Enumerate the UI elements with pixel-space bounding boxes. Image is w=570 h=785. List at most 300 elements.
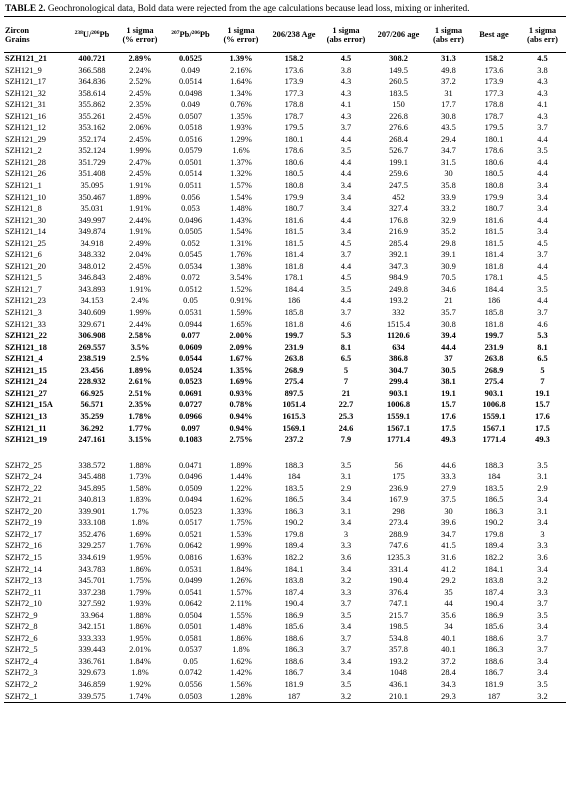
- table-cell: 187: [265, 691, 323, 703]
- table-cell: 1.88%: [129, 460, 151, 470]
- header-206-238-age: 206/238 Age: [265, 17, 323, 53]
- table-cell: 183.8: [284, 576, 304, 586]
- table-cell: 0.0507: [178, 111, 203, 121]
- table-cell: 228.932: [78, 377, 106, 387]
- table-cell: 1.91%: [129, 204, 151, 214]
- table-cell: 19.1: [535, 388, 550, 398]
- table-cell: 903.1: [389, 388, 408, 398]
- table-row: [4, 192, 566, 204]
- table-cell: 190.2: [484, 518, 504, 528]
- table-cell: 327.4: [389, 204, 408, 214]
- table-cell: 35.095: [80, 181, 104, 191]
- table-cell: 5.3: [340, 331, 352, 341]
- table-cell: 1559.1: [482, 411, 506, 421]
- grain-id-cell: SZH72_15: [5, 552, 42, 562]
- grain-id-cell: SZH72_13: [5, 576, 42, 586]
- table-cell: 34.918: [80, 238, 104, 248]
- table-row: [4, 353, 566, 365]
- table-cell: 2.09%: [229, 342, 253, 352]
- table-cell: 1.77%: [128, 423, 152, 433]
- table-cell: 348.012: [78, 261, 106, 271]
- table-row: [4, 203, 566, 215]
- table-cell: 185.8: [484, 308, 504, 318]
- table-row: [4, 434, 566, 446]
- table-cell: 0.0471: [178, 460, 203, 470]
- table-cell: 1.28%: [217, 691, 265, 703]
- table-cell: 180.5: [284, 169, 304, 179]
- table-cell: 1.76%: [230, 250, 252, 260]
- table-cell: 352.476: [78, 529, 106, 539]
- table-cell: 41.2: [441, 564, 456, 574]
- table-cell: 2.16%: [230, 65, 252, 75]
- table-cell: 355.261: [78, 111, 106, 121]
- table-cell: 1.29%: [230, 134, 252, 144]
- table-cell: 2.5%: [130, 354, 150, 364]
- table-cell: 339.443: [78, 645, 106, 655]
- caption-text: Geochronological data, Bold data were rejected from the age calculations because lead loss, mixing or inherited.: [45, 4, 470, 14]
- table-cell: 0.053: [181, 204, 200, 214]
- table-cell: 4.1: [537, 100, 548, 110]
- table-cell: 2.51%: [128, 388, 152, 398]
- table-cell: 329.673: [78, 668, 106, 678]
- grain-id-cell: SZH121_26: [5, 169, 46, 179]
- table-cell: 0.0642: [178, 599, 203, 609]
- table-cell: 392.1: [389, 250, 408, 260]
- table-cell: 3.1: [537, 472, 548, 482]
- table-cell: 3.2: [519, 691, 566, 703]
- table-cell: 3.2: [323, 691, 369, 703]
- table-cell: 0.0544: [178, 354, 203, 364]
- table-cell: 1.74%: [116, 691, 164, 703]
- header-best-age: Best age: [469, 17, 519, 53]
- table-cell: 31.6: [441, 552, 456, 562]
- table-cell: 3.4: [537, 227, 548, 237]
- table-cell: 3.4: [537, 518, 548, 528]
- table-row: [4, 506, 566, 518]
- table-cell: 35.8: [441, 181, 456, 191]
- table-cell: 4.4: [340, 157, 352, 167]
- table-cell: 7: [540, 377, 545, 387]
- table-cell: 3.3: [340, 541, 352, 551]
- table-cell: 6.5: [537, 354, 548, 364]
- table-cell: 180.8: [484, 181, 504, 191]
- table-cell: 2.45%: [129, 134, 151, 144]
- table-cell: 386.8: [389, 354, 408, 364]
- table-cell: 0.0523: [178, 377, 203, 387]
- table-cell: 2.61%: [128, 377, 152, 387]
- table-cell: 30.9: [441, 261, 456, 271]
- table-cell: 180.8: [284, 181, 304, 191]
- table-cell: 31.3: [441, 54, 456, 63]
- table-cell: 181.8: [284, 261, 304, 271]
- table-cell: 1.53%: [230, 529, 252, 539]
- grain-id-cell: SZH121_5: [5, 273, 42, 283]
- table-cell: 3.4: [340, 227, 352, 237]
- grain-id-cell: SZH72_1: [4, 691, 68, 703]
- table-cell: 0.0518: [178, 123, 203, 133]
- table-cell: 333.333: [78, 633, 106, 643]
- table-cell: 3.5: [340, 679, 352, 689]
- table-cell: 1567.1: [482, 423, 506, 433]
- table-cell: 1.59%: [230, 308, 252, 318]
- table-cell: 30: [444, 506, 453, 516]
- table-cell: 0.0742: [178, 668, 203, 678]
- table-cell: 364.836: [78, 77, 106, 87]
- table-cell: 1.65%: [230, 319, 252, 329]
- table-cell: 180.6: [484, 157, 504, 167]
- table-cell: 1.86%: [129, 622, 151, 632]
- table-cell: 15.7: [535, 400, 550, 410]
- table-cell: 0.0531: [178, 564, 203, 574]
- table-cell: 3.5: [537, 284, 548, 294]
- table-cell: 17.5: [441, 423, 456, 433]
- table-cell: 41.5: [441, 541, 456, 551]
- table-cell: 1.48%: [230, 622, 252, 632]
- table-cell: 4.6: [537, 319, 548, 329]
- table-cell: 269.557: [78, 342, 106, 352]
- table-cell: 3.5: [537, 610, 548, 620]
- table-cell: 3.5: [340, 610, 352, 620]
- table-cell: 1.54%: [230, 192, 252, 202]
- table-cell: 1771.4: [482, 435, 506, 445]
- table-cell: 2.01%: [129, 645, 151, 655]
- table-cell: 193.2: [389, 296, 408, 306]
- table-cell: 1.32%: [230, 169, 252, 179]
- table-cell: 0.0512: [178, 284, 203, 294]
- table-cell: 299.4: [389, 377, 408, 387]
- table-row: [4, 460, 566, 472]
- table-cell: 0.0727: [178, 400, 203, 410]
- table-row: [4, 471, 566, 483]
- table-cell: 1.35%: [230, 111, 252, 121]
- table-cell: 186.7: [484, 668, 504, 678]
- grain-id-cell: SZH121_11: [5, 423, 47, 433]
- table-cell: 0.0505: [178, 227, 203, 237]
- table-cell: 1.54%: [230, 227, 252, 237]
- table-cell: 3.7: [340, 599, 352, 609]
- table-cell: 1615.3: [282, 411, 306, 421]
- table-caption: [5, 3, 566, 15]
- table-cell: 0.76%: [230, 100, 252, 110]
- table-row: [4, 621, 566, 633]
- table-cell: 1.83%: [129, 495, 151, 505]
- table-cell: 1.6%: [232, 146, 250, 156]
- table-row: [4, 88, 566, 100]
- table-cell: 17.6: [441, 411, 456, 421]
- table-cell: 188.6: [284, 633, 304, 643]
- table-row: [4, 53, 566, 65]
- table-cell: 34.3: [441, 679, 456, 689]
- grain-id-cell: SZH121_25: [5, 238, 46, 248]
- table-cell: 346.859: [78, 679, 106, 689]
- table-cell: 275.4: [284, 377, 304, 387]
- table-cell: 186.3: [484, 645, 504, 655]
- table-cell: 3.15%: [128, 435, 152, 445]
- table-cell: 1.57%: [230, 181, 252, 191]
- table-cell: 177.3: [284, 88, 304, 98]
- table-cell: 1567.1: [386, 423, 411, 433]
- table-cell: 304.7: [389, 365, 408, 375]
- table-cell: 1.78%: [128, 411, 152, 421]
- grain-id-cell: SZH121_4: [5, 354, 43, 364]
- table-cell: 188.6: [484, 656, 504, 666]
- table-cell: 260.5: [389, 77, 408, 87]
- table-cell: 343.783: [78, 564, 106, 574]
- header-sigma-abs-2: 1 sigma (abs err): [428, 17, 469, 53]
- table-cell: 158.2: [284, 54, 304, 63]
- table-cell: 327.592: [78, 599, 106, 609]
- table-cell: 178.1: [284, 273, 304, 283]
- table-cell: 0.072: [181, 273, 200, 283]
- table-cell: 4.4: [340, 215, 352, 225]
- table-cell: 34.153: [80, 296, 104, 306]
- table-cell: 3.4: [340, 518, 352, 528]
- table-body: [4, 53, 566, 703]
- table-cell: 352.174: [78, 134, 106, 144]
- table-cell: 2.45%: [129, 111, 151, 121]
- table-cell: 1771.4: [386, 435, 411, 445]
- table-row: [4, 411, 566, 423]
- table-cell: 178.8: [484, 100, 504, 110]
- table-cell: 0.0525: [178, 54, 203, 63]
- table-cell: 3.6: [340, 552, 352, 562]
- grain-id-cell: SZH72_20: [5, 506, 42, 516]
- table-cell: 1.8%: [232, 645, 250, 655]
- grain-id-cell: SZH72_3: [5, 668, 38, 678]
- table-cell: 329.671: [78, 319, 106, 329]
- grain-id-cell: SZH121_21: [5, 54, 47, 63]
- grain-id-cell: SZH72_16: [5, 541, 42, 551]
- table-cell: 186.5: [284, 495, 304, 505]
- table-cell: 186.9: [484, 610, 504, 620]
- table-cell: 376.4: [389, 587, 408, 597]
- table-row: [4, 667, 566, 679]
- table-cell: 1.67%: [229, 354, 253, 364]
- table-cell: 1.88%: [129, 610, 151, 620]
- table-cell: 0.0966: [178, 411, 203, 421]
- table-cell: 338.572: [78, 460, 106, 470]
- table-cell: 182.2: [484, 552, 504, 562]
- table-cell: 180.5: [484, 169, 504, 179]
- table-cell: 3.4: [340, 192, 352, 202]
- table-row: [4, 99, 566, 111]
- grain-id-cell: SZH121_27: [5, 388, 47, 398]
- table-cell: 534.8: [389, 633, 408, 643]
- table-cell: 350.467: [78, 192, 106, 202]
- table-cell: 38.1: [441, 377, 456, 387]
- table-cell: 3.1: [340, 506, 352, 516]
- table-cell: 187.4: [484, 587, 504, 597]
- table-row: [4, 679, 566, 691]
- table-cell: 0.077: [181, 331, 200, 341]
- grain-id-cell: SZH72_14: [5, 564, 42, 574]
- table-cell: 5.3: [537, 331, 548, 341]
- table-row: [4, 261, 566, 273]
- table-cell: 183.5: [484, 483, 504, 493]
- table-row: [4, 249, 566, 261]
- table-cell: 1.8%: [131, 518, 149, 528]
- table-cell: 1048: [390, 668, 407, 678]
- table-cell: 340.813: [78, 495, 106, 505]
- table-cell: 4.5: [340, 54, 352, 63]
- table-row: [4, 633, 566, 645]
- table-cell: 0.0514: [178, 77, 203, 87]
- table-cell: 2.45%: [129, 88, 151, 98]
- table-cell: 3.4: [537, 181, 548, 191]
- table-cell: 188.3: [284, 460, 304, 470]
- table-cell: 4.3: [537, 111, 548, 121]
- table-cell: 17.5: [535, 423, 550, 433]
- table-cell: 342.151: [78, 622, 106, 632]
- grain-id-cell: SZH72_11: [5, 587, 42, 597]
- grain-id-cell: SZH121_3: [5, 308, 42, 318]
- table-cell: 4.4: [340, 134, 352, 144]
- table-cell: 526.7: [389, 146, 408, 156]
- table-cell: 31: [444, 88, 453, 98]
- table-cell: 4.5: [537, 238, 548, 248]
- table-cell: 2.24%: [129, 65, 151, 75]
- table-cell: 180.7: [284, 204, 304, 214]
- header-sigma-abs-3: 1 sigma (abs err): [519, 17, 566, 53]
- table-cell: 0.0501: [178, 157, 203, 167]
- table-cell: 4.4: [537, 215, 548, 225]
- table-cell: 1.22%: [230, 483, 252, 493]
- table-cell: 29.4: [441, 134, 456, 144]
- table-cell: 40.1: [441, 645, 456, 655]
- table-cell: 1.79%: [129, 587, 151, 597]
- table-cell: 15.7: [441, 400, 456, 410]
- table-cell: 3.4: [340, 656, 352, 666]
- table-row: [4, 76, 566, 88]
- table-cell: 49.3: [441, 435, 456, 445]
- grain-id-cell: SZH121_12: [5, 123, 46, 133]
- table-cell: 3.8: [537, 65, 548, 75]
- table-cell: 0.0509: [178, 483, 203, 493]
- table-cell: 39.1: [441, 250, 456, 260]
- table-cell: 36.292: [80, 423, 104, 433]
- table-cell: 1.39%: [229, 54, 253, 63]
- table-cell: 190.4: [484, 599, 504, 609]
- table-cell: 186: [287, 296, 301, 306]
- table-cell: 288.9: [389, 529, 408, 539]
- table-cell: 199.7: [484, 331, 504, 341]
- table-cell: 0.05: [183, 656, 198, 666]
- table-cell: 400.721: [78, 54, 106, 63]
- table-cell: 181.8: [484, 319, 504, 329]
- table-cell: 190.4: [389, 576, 408, 586]
- table-cell: 4.6: [340, 319, 352, 329]
- table-cell: 2.49%: [129, 238, 151, 248]
- table-cell: 332: [392, 308, 405, 318]
- table-cell: 183.5: [284, 483, 304, 493]
- table-cell: 2.48%: [129, 273, 151, 283]
- grain-id-cell: SZH121_31: [5, 100, 46, 110]
- table-cell: 190.2: [284, 518, 304, 528]
- grain-id-cell: SZH72_22: [5, 483, 42, 493]
- grain-id-cell: SZH72_21: [5, 495, 42, 505]
- table-cell: 236.9: [389, 483, 408, 493]
- table-row: [4, 610, 566, 622]
- table-cell: 1051.4: [282, 400, 306, 410]
- table-row: [4, 598, 566, 610]
- grain-id-cell: SZH121_15A: [5, 400, 53, 410]
- grain-id-cell: SZH121_23: [5, 296, 46, 306]
- table-cell: 1.37%: [230, 157, 252, 167]
- table-cell: 4.4: [340, 296, 352, 306]
- table-cell: 4.3: [340, 88, 352, 98]
- table-row: [4, 399, 566, 411]
- table-cell: 179.5: [484, 123, 504, 133]
- table-cell: 7.9: [340, 435, 352, 445]
- table-row: [4, 656, 566, 668]
- table-cell: 189.4: [284, 541, 304, 551]
- table-cell: 0.0541: [178, 587, 203, 597]
- grain-id-cell: SZH72_19: [5, 518, 42, 528]
- table-cell: 351.729: [78, 157, 106, 167]
- table-row: [4, 215, 566, 227]
- table-cell: 2.44%: [129, 319, 151, 329]
- table-cell: 306.908: [78, 331, 106, 341]
- table-cell: 177.3: [484, 88, 504, 98]
- table-cell: 2.04%: [129, 250, 151, 260]
- grain-id-cell: SZH72_8: [5, 622, 38, 632]
- header-sigma-abs-1: 1 sigma (abs error): [323, 17, 369, 53]
- table-cell: 4.4: [537, 261, 548, 271]
- table-cell: 179.9: [484, 192, 504, 202]
- table-row: [4, 494, 566, 506]
- table-cell: 178.6: [284, 146, 304, 156]
- grain-id-cell: SZH121_2: [5, 146, 42, 156]
- table-cell: 4.4: [340, 169, 352, 179]
- table-cell: 3.7: [340, 633, 352, 643]
- table-cell: 181.8: [484, 261, 504, 271]
- table-cell: 1.86%: [129, 564, 151, 574]
- table-cell: 0.0816: [178, 552, 203, 562]
- table-cell: 349.997: [78, 215, 106, 225]
- table-cell: 331.4: [389, 564, 408, 574]
- table-cell: 199.1: [389, 157, 408, 167]
- table-cell: 3.4: [340, 564, 352, 574]
- table-row: [4, 564, 566, 576]
- table-cell: 3.4: [537, 564, 548, 574]
- table-cell: 3.5%: [130, 342, 150, 352]
- table-cell: 3.5: [537, 460, 548, 470]
- table-cell: 34.7: [441, 146, 456, 156]
- table-cell: 176.8: [389, 215, 408, 225]
- table-cell: 175: [392, 472, 405, 482]
- table-row: [4, 157, 566, 169]
- table-cell: 3.7: [537, 645, 548, 655]
- table-cell: 298: [392, 506, 405, 516]
- table-cell: 1006.8: [386, 400, 411, 410]
- table-cell: 1.64%: [230, 77, 252, 87]
- table-cell: 28.4: [441, 668, 456, 678]
- table-cell: 0.0499: [178, 576, 203, 586]
- table-cell: 17.6: [535, 411, 550, 421]
- table-cell: 1.62%: [230, 495, 252, 505]
- table-cell: 336.761: [78, 656, 106, 666]
- grain-id-cell: SZH121_14: [5, 227, 46, 237]
- table-cell: 329.257: [78, 541, 106, 551]
- table-cell: 30.8: [441, 111, 456, 121]
- table-cell: 1.76%: [129, 541, 151, 551]
- table-cell: 178.6: [484, 146, 504, 156]
- table-cell: 181.5: [284, 238, 304, 248]
- table-cell: 0.0504: [178, 610, 203, 620]
- table-cell: 1.95%: [129, 633, 151, 643]
- table-cell: 49.3: [535, 435, 550, 445]
- table-cell: 4.5: [340, 238, 352, 248]
